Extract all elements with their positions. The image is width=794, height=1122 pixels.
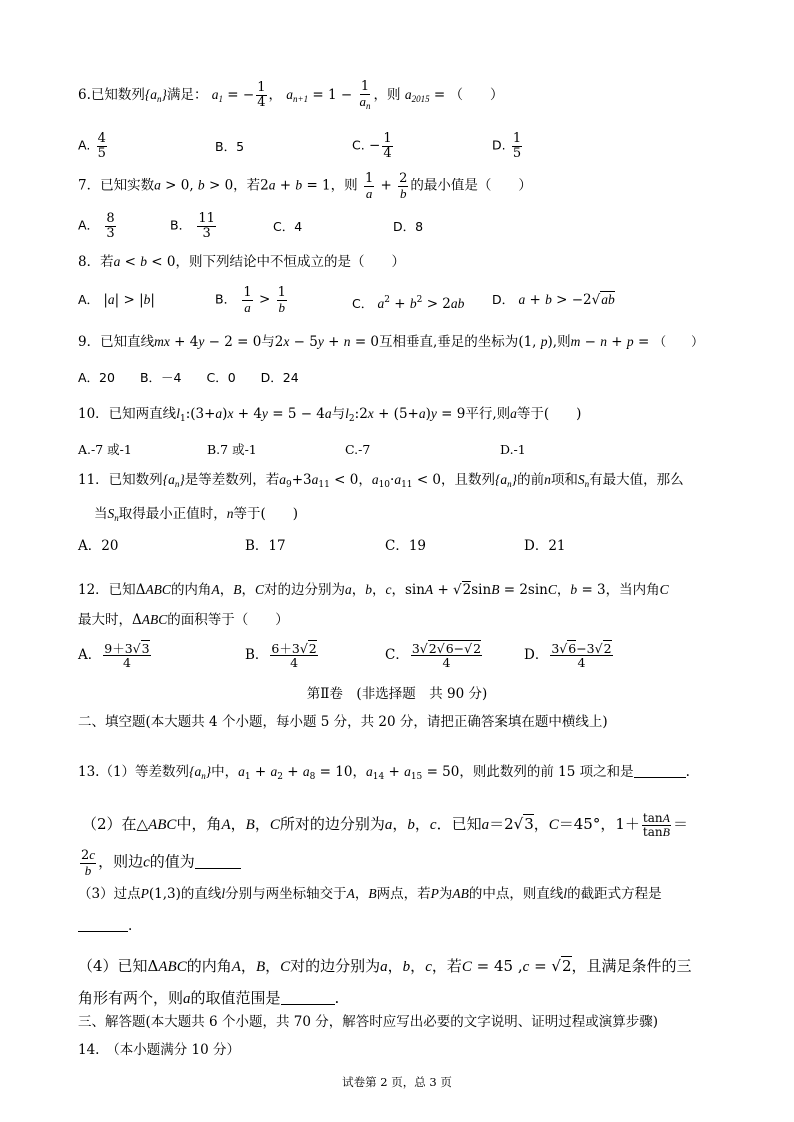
question-11-option-b: B．17 xyxy=(245,538,286,554)
question-8-stem: 8．若a < b < 0，则下列结论中不恒成立的是（ ） xyxy=(78,254,405,270)
question-7-option-a: A． $\frac{8}{3}$ xyxy=(78,211,115,241)
question-10-option-a: A.-7 或-1 xyxy=(78,442,132,457)
section-3-heading: 三、解答题(本大题共 6 个小题，共 70 分，解答时应写出必要的文字说明、证明过程或演算步骤) xyxy=(78,1014,658,1030)
question-8-option-d: D． a + b > −2√ab xyxy=(492,292,615,308)
page-footer: 试卷第 2 页，总 3 页 xyxy=(342,1075,452,1089)
question-7-option-c: C．4 xyxy=(273,219,303,234)
question-6-option-c: C. − $\frac{1}{4}$ xyxy=(352,131,392,161)
question-12-option-c: C． $\frac{3√2√6-√2}{4}$ xyxy=(385,641,482,671)
question-9-stem: 9．已知直线mx + 4y − 2 = 0与2x − 5y + n = 0互相垂直,垂足的坐标为(1, p),则m − n + p = （ ） xyxy=(78,334,704,350)
question-12-stem: 12．已知ΔABC的内角A，B，C对的边分别为a，b，c，sinA + √2sinB = 2sinC，b = 3，当内角C xyxy=(78,582,669,598)
question-10-stem: 10．已知两直线$l_1:(3+a)x + 4y = 5 - 4a$与$l_2:2x + (5+a)y = 9$平行,则a等于( ) xyxy=(78,406,582,424)
question-12-option-d: D． $\frac{3√6-3√2}{4}$ xyxy=(524,641,612,671)
answer-blank[interactable] xyxy=(281,1004,335,1005)
question-10-option-d: D.-1 xyxy=(500,442,526,457)
question-12-option-a: A． $\frac{9+3√3}{4}$ xyxy=(78,641,150,671)
question-11-option-d: D．21 xyxy=(524,538,566,554)
question-8-option-c: C． $a^2 + b^2 > 2ab$ xyxy=(352,295,465,312)
question-11-stem-cont: 当$S_n$取得最小正值时，n等于( ) xyxy=(94,506,299,523)
question-14-heading: 14. （本小题满分 10 分） xyxy=(78,1042,240,1058)
question-6-option-d: D. $\frac{1}{5}$ xyxy=(492,131,522,161)
answer-blank[interactable] xyxy=(195,868,241,869)
question-13-part-2-cont: $\frac{2c}{b}$ ，则边c的值为 xyxy=(78,848,241,877)
question-6-option-b: B．5 xyxy=(215,139,245,154)
question-7-option-b: B． $\frac{11}{3}$ xyxy=(170,211,215,241)
question-11-stem: 11．已知数列$\{a_n\}$是等差数列，若$a_9+3a_{11} < 0$，$a_{10}\cdot a_{11} < 0$，且数列$\{a_n\}$的前n项和$S_n$有最大值，那么 xyxy=(78,472,684,490)
section-2-heading: 二、填空题(本大题共 4 个小题，每小题 5 分，共 20 分，请把正确答案填在题中横线上) xyxy=(78,714,608,730)
question-12-stem-cont: 最大时，ΔABC的面积等于（ ） xyxy=(78,612,289,628)
question-6-options: A. $\frac{4}{5}$ xyxy=(78,131,106,161)
question-13-part-4-cont: 角形有两个，则a的取值范围是 . xyxy=(78,989,340,1007)
question-13-part-1: 13.（1）等差数列$\{a_n\}$中，$a_1 + a_2 + a_8 = 10$，$a_{14} + a_{15} = 50$，则此数列的前 15 项之和是 . xyxy=(78,764,690,782)
question-7-stem: 7．已知实数a > 0, b > 0，若2a + b = 1，则 $\frac{1}{a}$ + $\frac{2}{b}$ 的最小值是（ ） xyxy=(78,171,532,201)
question-9-options: A．20 B．－4 C．0 D．24 xyxy=(78,370,299,385)
question-10-option-c: C.-7 xyxy=(345,442,371,457)
question-13-part-3: （3）过点P(1,3)的直线l分别与两坐标轴交于A，B两点，若P为AB的中点，则直线l的截距式方程是 xyxy=(78,886,662,902)
question-13-part-2: （2）在△ABC中，角A，B，C所对的边分别为a，b，c．已知a＝2√3，C＝45°，1＋ $\frac{\tan A}{\tan B}$ ＝ xyxy=(82,811,688,839)
question-8-option-b: B． $\frac{1}{a}$ > $\frac{1}{b}$ xyxy=(215,285,286,315)
question-11-option-c: C．19 xyxy=(385,538,427,554)
question-11-option-a: A．20 xyxy=(78,538,119,554)
answer-blank[interactable] xyxy=(634,777,686,778)
question-12-option-b: B． $\frac{6+3√2}{4}$ xyxy=(245,641,317,671)
question-13-part-3-blank: . xyxy=(78,916,132,936)
question-8-option-a: A． |a| > |b| xyxy=(78,292,155,308)
question-7-option-d: D．8 xyxy=(393,219,424,234)
question-10-option-b: B.7 或-1 xyxy=(207,442,257,457)
question-13-part-4: （4）已知ΔABC的内角A，B，C对的边分别为a，b，c，若C = 45 ,c = √2，且满足条件的三 xyxy=(78,957,692,975)
answer-blank[interactable] xyxy=(78,931,128,932)
part-2-title: 第Ⅱ卷 (非选择题 共 90 分) xyxy=(306,686,488,702)
question-6-stem: 6.已知数列$\{a_n\}$满足： $a_1$ = − $\frac{1}{4}$ ， $a_{n+1} = 1$ − $\frac{1}{a_n}$ ，则 $a_{2015}$ = （ ） xyxy=(78,79,504,111)
